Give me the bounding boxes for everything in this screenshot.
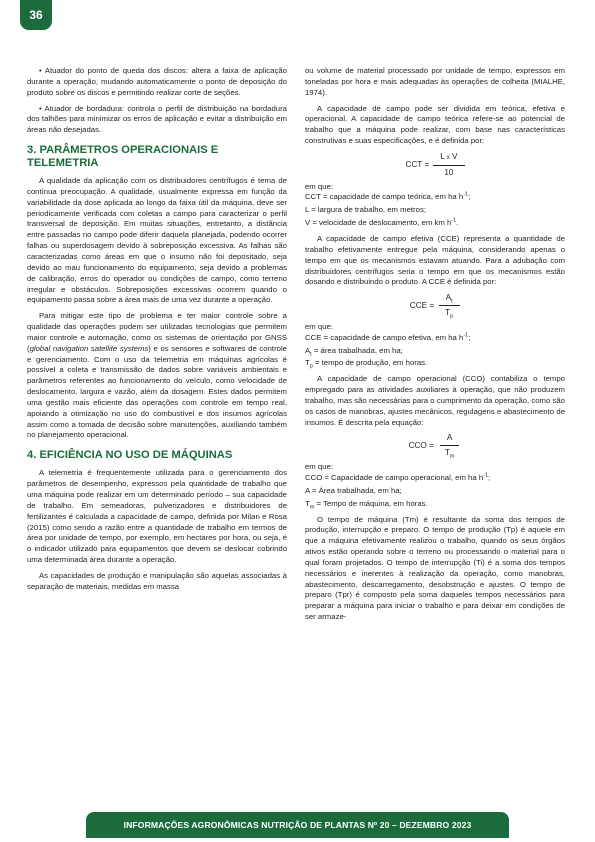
body-paragraph: Para mitigar este tipo de problema e ter maior controle sobre a qualidade das operações podem ser utilizadas tecnologias que permitem maior controle e automação, como os sistemas de orientação por GNSS (global navigation satellite systems) e os sensores e softwares de controle e gerenciamento. Com o uso da telemetria em máquinas agrícolas é possível a coleta e transmissão de dados sobre variáveis ambientais e parâmetros referentes ao funcionamento do veículo, como velocidade de deslocamento, largura e vazão, além da dosagem. Estes dados permitem uma gestão mais eficiente das operações com controle em tempo real, apoiando a otimização no uso do combustível e dos insumos agrícolas assim como a tomada de decisão sobre manutenções, auxiliando também no planejamento operacional. [27,311,287,440]
definition-line: CCE = capacidade de campo efetiva, em ha $h^{-1}$; [305,332,471,342]
body-paragraph: As capacidades de produção e manipulação são aquelas associadas à separação de materiais, medidas em massa [27,570,287,591]
body-paragraph: A telemetria é frequentemente utilizada para o gerenciamento dos parâmetros de desempenho, expressos pela quantidade de trabalho que uma máquina pode realizar em um determinado período – sua capacidade de trabalho. Em semeadoras, pulverizadores e distribuidores de fertilizantes é calculada a capacidade de campo, definida por Milan e Rosa (2015) como sendo a razão entre a quantidade de trabalho em termos de área por unidade de tempo, por exemplo, em hectares por hora, ou seja, é o indicador utilizado para equipamentos que devem se deslocar cobrindo uma determinada área durante a operação. [27,468,287,565]
body-paragraph: A qualidade da aplicação com os distribuidores centrífugos é tema de contínua preocupação. A qualidade, usualmente expressa em função da variabilidade da dose aplicada ao longo da faixa útil da máquina, deve ser periodicamente verificada com coletas a campo para caracterizar o perfil transversal de deposição. Em muitas situações, entretanto, a distância entre passadas no campo pode diferir daquela planejada, podendo ocorrer falhas ou superdosagem devido à sobreposição excessiva. As falhas são caracterizadas como áreas em que o insumo não foi depositado, seja devido ao mau funcionamento do equipamento, seja devido a problemas de calibração, erros do operador ou condições de campo, como terreno irregular e obstáculos. Sobreposições excessivas ocorrem quando o equipamento passa sobre a área mais de uma vez durante a operação. [27,176,287,305]
body-paragraph: ou volume de material processado por unidade de tempo, expressos em toneladas por hora e mais adequadas às operações de colheita (MIALHE, 1974). [305,66,565,97]
body-paragraph: A capacidade de campo efetiva (CCE) representa a quantidade de trabalho efetivamente entregue pela máquina, considerando apenas o tempo em que os mecanismos estavam atuando. Para a adubação com distribuidores centrífugos seria o tempo em que os mecanismos estão dosando e distribuindo o produto. A CCE é definida por: [305,233,565,287]
definition-line: CCT = capacidade de campo teórica, em ha $h^{-1}$; [305,191,471,202]
definition-line: $T_m$ = Tempo de máquina, em horas. [305,498,428,511]
body-paragraph: A capacidade de campo pode ser dividida em teórica, efetiva e operacional. A capacidade de campo teórica refere-se ao potencial de trabalho que a máquina pode realizar, com base nas características construtivas e suas especificações, e é definida por: [305,103,565,146]
right-column [305,66,565,628]
formula-cco: CCO = $\frac{A}{T_m}$ [305,433,565,459]
definition-line: A = Área trabalhada, em ha; [305,485,402,495]
definition-intro: em que: [305,462,334,472]
definition-line: CCO = Capacidade de campo operacional, em ha $h^{-1}$; [305,472,491,482]
bullet-paragraph: • Atuador de bordadura: controla o perfil de distribuição na bordadura dos talhões para minimizar os erros de aplicação e evitar a distribuição em áreas não desejadas. [27,103,287,135]
formula-cct: CCT = $\frac{\text{L x V}}{10}$ [305,152,565,179]
formula-cce: CCE = $\frac{A_t}{T_p}$ [305,293,565,319]
left-column [27,66,287,598]
definition-line: $T_p$ = tempo de produção, em horas. [305,358,428,370]
definition-line: V = velocidade de deslocamento, em km $h^{-1}$. [305,217,459,228]
section-heading: 3. PARÂMETROS OPERACIONAIS E TELEMETRIA [27,144,219,170]
definition-line: $A_t$ = área trabalhada, em ha; [305,345,403,358]
page-number-tab: 36 [20,0,52,30]
definition-intro: em que: [305,321,334,331]
section-heading: 4. EFICIÊNCIA NO USO DE MÁQUINAS [27,449,233,462]
bullet-paragraph: • Atuador do ponto de queda dos discos: altera a faixa de aplicação durante a operação, mudando automaticamente o ponto de deposição do produto sobre os discos e permitindo realizar corte de seções. [27,66,287,97]
body-paragraph: A capacidade de campo operacional (CCO) contabiliza o tempo empregado para as atividades auxiliares à operação, que não produzem trabalho, mas são necessárias para o cumprimento da operação, como são os casos de manobras, ajustes mecânicos, regulagens e abastecimento de insumos. É descrita pela equação: [305,374,565,427]
definition-intro: em que: [305,181,334,191]
body-paragraph: O tempo de máquina (Tm) é resultante da soma dos tempos de produção, interrupção e preparo. O tempo de produção (Tp) é aquele em que a máquina efetivamente realizou o trabalho, quando os seus órgãos ativos estão operando sobre o terreno ou processando o material para o qual foram projetados. O tempo de interrupção (Ti) é a soma dos tempos necessários e inerentes à realização da operação, como manobras, abastecimento, descarregamento, desobstrução e ajustes. O tempo de preparo (Tpr) é composto pela soma daqueles tempos necessários para preparar a máquina para iniciar o trabalho e para deixar em condições de ser armaze- [305,514,565,622]
footer-banner: INFORMAÇÕES AGRONÔMICAS NUTRIÇÃO DE PLANTAS Nº 20 – DEZEMBRO 2023 [86,812,509,838]
definition-line: L = largura de trabalho, em metros; [305,205,426,215]
